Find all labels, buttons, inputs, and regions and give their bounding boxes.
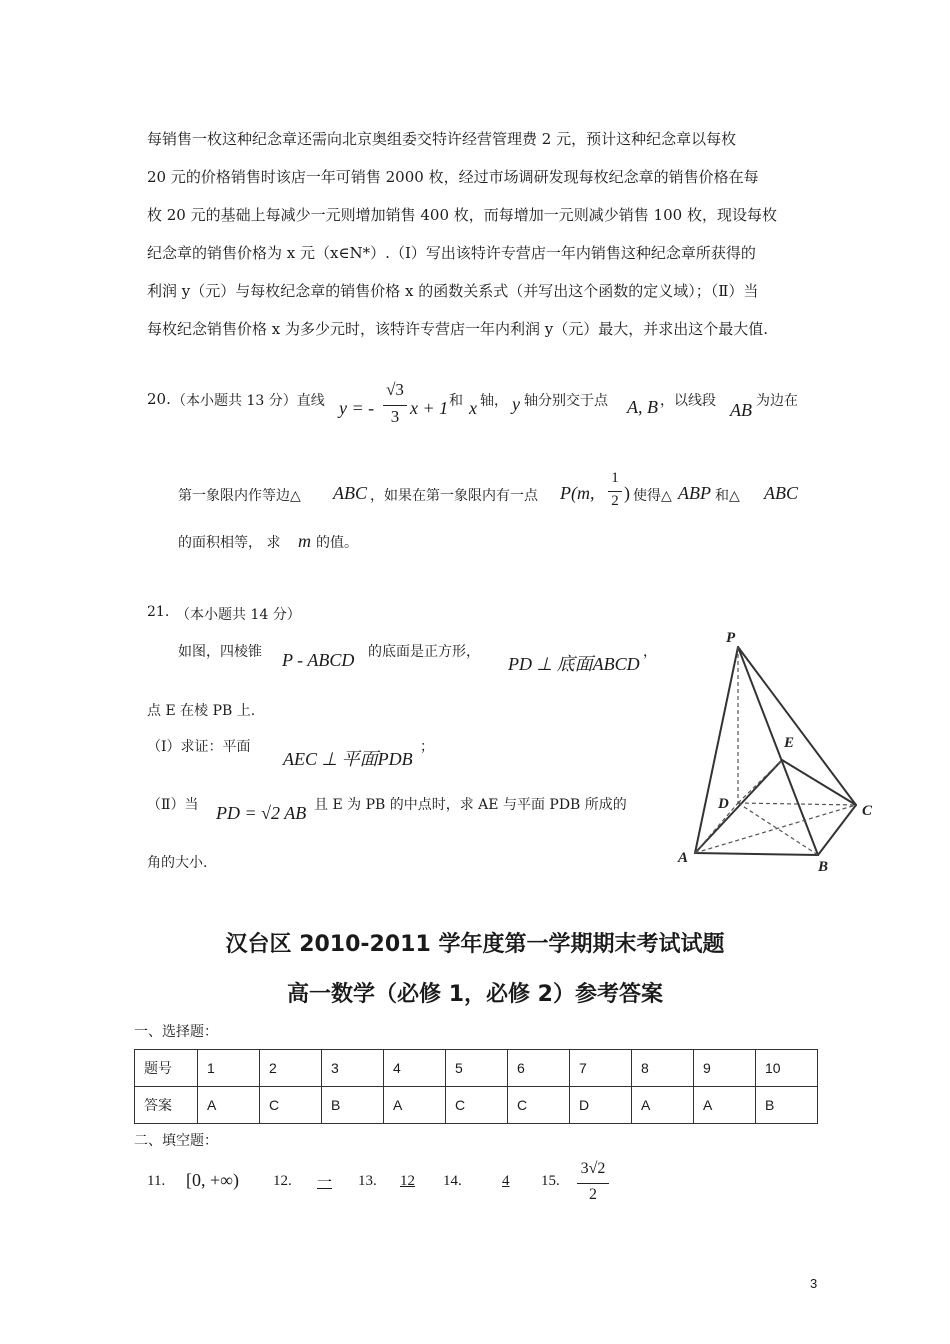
q21-pyramid: P - ABCD bbox=[282, 650, 355, 670]
q20-abc2: ABC bbox=[764, 483, 798, 503]
q20-p-num: 1 bbox=[611, 470, 619, 486]
q20-line3-a: 的面积相等， 求 bbox=[178, 535, 281, 551]
q20-line2-a: 第一象限内作等边△ bbox=[178, 488, 301, 504]
q20-axis-y: 轴分别交于点 bbox=[524, 393, 608, 409]
q20-p-post: ) bbox=[624, 483, 630, 503]
edge-ab bbox=[695, 853, 818, 855]
q20-line3-b: 的值。 bbox=[316, 535, 358, 551]
table-cell: A bbox=[384, 1087, 446, 1124]
table-row-answers bbox=[135, 1087, 818, 1124]
edge-pb bbox=[738, 647, 818, 855]
fill-15-fraction-bar bbox=[577, 1183, 609, 1184]
q19-line-4: 纪念章的销售价格为 x 元（x∈N*）.（Ⅰ）写出该特许专营店一年内销售这种纪念章所获得的 bbox=[147, 244, 756, 262]
q20-p-bar bbox=[608, 491, 622, 492]
q20-seg: AB bbox=[730, 400, 752, 420]
table-cell: 5 bbox=[446, 1050, 508, 1087]
fill-12-number: 12. bbox=[273, 1173, 292, 1189]
q21-l1-c: ， bbox=[643, 644, 657, 660]
table-cell: 7 bbox=[570, 1050, 632, 1087]
q20-points: A, B bbox=[627, 397, 658, 417]
q21-l5: 角的大小. bbox=[147, 855, 208, 871]
fill-15-number: 15. bbox=[541, 1173, 560, 1189]
label-e: E bbox=[784, 735, 795, 751]
fill-15-numerator: 3√2 bbox=[580, 1160, 606, 1177]
fill-13-number: 13. bbox=[358, 1173, 377, 1189]
q21-l4-b: 且 E 为 PB 的中点时，求 AE 与平面 PDB 所成的 bbox=[314, 797, 627, 813]
table-cell: C bbox=[446, 1087, 508, 1124]
answer-table bbox=[134, 1049, 818, 1124]
q20-abc: ABC bbox=[333, 483, 367, 503]
q20-p-pre: P(m, bbox=[560, 483, 595, 503]
edge-ec bbox=[782, 760, 856, 805]
q20-y: y bbox=[512, 394, 520, 414]
label-c: C bbox=[862, 803, 873, 819]
edge-pc bbox=[738, 647, 856, 805]
table-cell: 1 bbox=[198, 1050, 260, 1087]
q19-line-2: 20 元的价格销售时该店一年可销售 2000 枚，经过市场调研发现每枚纪念章的销售价格在每 bbox=[147, 168, 759, 186]
q20-number: 20. bbox=[147, 390, 171, 408]
fill-14-number: 14. bbox=[443, 1173, 462, 1189]
answer-key-subtitle: 高一数学（必修 1，必修 2）参考答案 bbox=[287, 982, 663, 1007]
page-number: 3 bbox=[810, 1276, 818, 1291]
edge-de-hidden bbox=[738, 760, 782, 803]
q21-l3-a: （Ⅰ）求证：平面 bbox=[147, 739, 251, 755]
pyramid-figure bbox=[670, 625, 885, 880]
section-multiple-choice: 一、选择题： bbox=[134, 1024, 218, 1040]
table-cell: A bbox=[632, 1087, 694, 1124]
q20-eq-den: 3 bbox=[390, 407, 400, 426]
table-cell: B bbox=[756, 1087, 818, 1124]
table-cell: 10 bbox=[756, 1050, 818, 1087]
section-fill-in: 二、填空题： bbox=[134, 1133, 218, 1149]
q21-l3-b: ； bbox=[420, 739, 434, 755]
q21-number: 21. bbox=[147, 604, 170, 620]
table-row-question-numbers bbox=[135, 1050, 818, 1087]
fill-11-answer: [0, +∞) bbox=[186, 1170, 239, 1190]
q20-and: 和 bbox=[449, 393, 463, 409]
table-cell: 8 bbox=[632, 1050, 694, 1087]
q21-l1-b: 的底面是正方形， bbox=[368, 644, 480, 660]
q20-head: （本小题共 13 分）直线 bbox=[172, 393, 325, 409]
label-d: D bbox=[718, 796, 729, 812]
table-cell: A bbox=[198, 1087, 260, 1124]
edge-bc bbox=[818, 805, 856, 855]
q20-line2-b: ，如果在第一象限内有一点 bbox=[370, 488, 538, 504]
edge-ad-hidden bbox=[695, 803, 738, 853]
table-cell: 题号 bbox=[135, 1050, 198, 1087]
q20-eq-num: √3 bbox=[386, 380, 404, 399]
table-cell: C bbox=[508, 1087, 570, 1124]
fill-12-answer: 一 bbox=[317, 1173, 333, 1191]
label-b: B bbox=[818, 859, 829, 875]
fill-11-number: 11. bbox=[147, 1173, 166, 1189]
q20-x: x bbox=[469, 398, 477, 418]
edge-dc-hidden bbox=[738, 803, 856, 805]
q21-perp2: AEC ⊥ 平面PDB bbox=[283, 749, 413, 769]
table-cell: 2 bbox=[260, 1050, 322, 1087]
q20-eq-lhs: y = - bbox=[339, 398, 375, 418]
edge-pa bbox=[695, 647, 738, 853]
q20-edge-text: 为边在 bbox=[756, 393, 798, 409]
q20-m: m bbox=[298, 531, 311, 551]
fill-15-denominator: 2 bbox=[589, 1186, 597, 1203]
q20-line2-d: 和△ bbox=[715, 488, 740, 504]
table-cell: D bbox=[570, 1087, 632, 1124]
fill-14-answer: 4 bbox=[502, 1173, 510, 1189]
label-a: A bbox=[678, 850, 689, 866]
diagonal-db-hidden bbox=[738, 803, 818, 855]
label-p: P bbox=[726, 630, 736, 646]
q19-line-3: 枚 20 元的基础上每减少一元则增加销售 400 枚，而每增加一元则减少销售 100 枚，现设每枚 bbox=[147, 206, 777, 224]
table-cell: 6 bbox=[508, 1050, 570, 1087]
q20-eq-bar bbox=[383, 405, 407, 406]
table-cell: B bbox=[322, 1087, 384, 1124]
q19-line-1: 每销售一枚这种纪念章还需向北京奥组委交特许经营管理费 2 元，预计这种纪念章以每枚 bbox=[147, 130, 737, 148]
q20-line2-c: 使得△ bbox=[633, 488, 672, 504]
answer-key-title: 汉台区 2010-2011 学年度第一学期期末考试试题 bbox=[225, 932, 725, 957]
q21-l2: 点 E 在棱 PB 上. bbox=[147, 703, 256, 719]
table-cell: A bbox=[694, 1087, 756, 1124]
q20-p-den: 2 bbox=[611, 493, 619, 509]
q21-condition: PD = √2 AB bbox=[216, 803, 307, 823]
q21-l1-a: 如图，四棱锥 bbox=[178, 644, 262, 660]
q20-abp: ABP bbox=[678, 483, 711, 503]
q20-eq-rhs: x + 1 bbox=[410, 398, 449, 418]
table-cell: C bbox=[260, 1087, 322, 1124]
q19-line-6: 每枚纪念销售价格 x 为多少元时，该特许专营店一年内利润 y（元）最大，并求出这个最大值. bbox=[147, 320, 769, 338]
fill-13-answer: 12 bbox=[400, 1173, 415, 1189]
q21-l4-a: （Ⅱ）当 bbox=[147, 797, 199, 813]
q21-perp1: PD ⊥ 底面ABCD bbox=[508, 654, 640, 674]
table-cell: 4 bbox=[384, 1050, 446, 1087]
q19-line-5: 利润 y（元）与每枚纪念章的销售价格 x 的函数关系式（并写出这个函数的定义域）；（Ⅱ）当 bbox=[147, 282, 759, 300]
diagonal-ac-hidden bbox=[695, 805, 856, 853]
q20-axis-x: 轴， bbox=[480, 393, 508, 409]
q20-seg-text: ，以线段 bbox=[660, 393, 716, 409]
table-cell: 3 bbox=[322, 1050, 384, 1087]
q21-head: （本小题共 14 分） bbox=[176, 607, 301, 623]
table-cell: 答案 bbox=[135, 1087, 198, 1124]
table-cell: 9 bbox=[694, 1050, 756, 1087]
